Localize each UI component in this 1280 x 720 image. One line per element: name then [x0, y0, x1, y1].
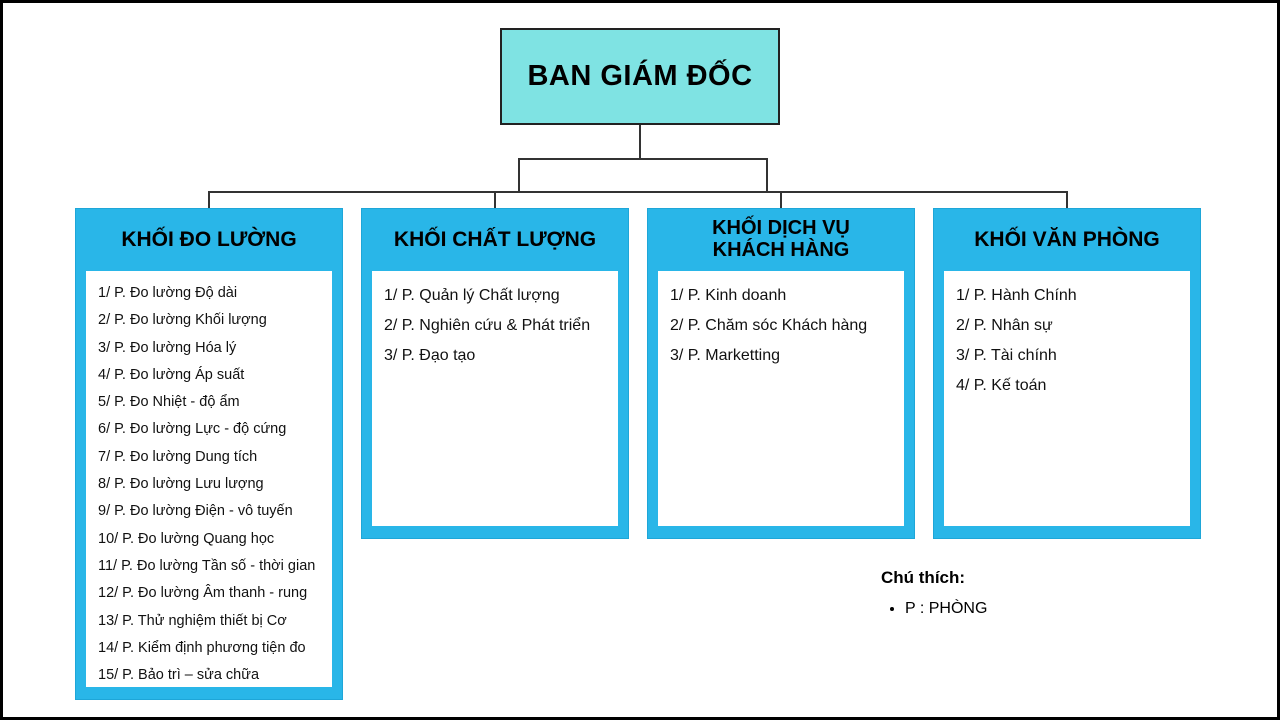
- department-item-list-chat-luong: [372, 271, 618, 526]
- list-item: 14/ P. Kiểm định phương tiện đo: [98, 639, 306, 656]
- connector-drop-dept-1: [494, 191, 496, 209]
- connector-root-vertical: [639, 125, 641, 159]
- connector-horizontal-upper: [518, 158, 768, 160]
- department-title-chat-luong: KHỐI CHẤT LƯỢNG: [393, 227, 597, 251]
- list-item: 3/ P. Marketting: [670, 347, 780, 364]
- list-item: 11/ P. Đo lường Tần số - thời gian: [98, 557, 316, 574]
- connector-left-drop: [518, 158, 520, 192]
- department-title-van-phong: KHỐI VĂN PHÒNG: [974, 227, 1160, 251]
- list-item: 1/ P. Kinh doanh: [670, 287, 787, 304]
- connector-drop-dept-2: [780, 191, 782, 209]
- org-node-root-title: BAN GIÁM ĐỐC: [527, 60, 753, 92]
- connector-drop-dept-3: [1066, 191, 1068, 209]
- legend-entry: • P : PHÒNG: [905, 600, 1201, 618]
- list-item: 13/ P. Thử nghiệm thiết bị Cơ: [98, 612, 287, 629]
- department-title-dich-vu-khach-hang: [648, 209, 914, 271]
- department-title-line-1: KHỐI DỊCH VỤ: [712, 217, 850, 240]
- list-item: 4/ P. Kế toán: [956, 377, 1047, 394]
- list-item: 1/ P. Đo lường Độ dài: [98, 285, 238, 301]
- department-item-list-dich-vu-khach-hang: [658, 271, 904, 526]
- connector-right-drop: [766, 158, 768, 192]
- list-item: 3/ P. Đo lường Hóa lý: [98, 339, 237, 356]
- department-title-line-2: KHÁCH HÀNG: [712, 239, 850, 261]
- list-item: 2/ P. Nhân sự: [956, 317, 1053, 334]
- list-item: 15/ P. Bảo trì – sửa chữa: [98, 667, 260, 684]
- list-item: 3/ P. Đạo tạo: [384, 347, 476, 364]
- connector-horizontal-lower: [208, 191, 1068, 193]
- org-node-department-dich-vu-khach-hang: [647, 208, 915, 539]
- legend-title: Chú thích:: [881, 568, 966, 587]
- department-item-list-do-luong: [86, 271, 332, 687]
- org-node-department-do-luong: [75, 208, 343, 700]
- list-item: 12/ P. Đo lường Âm thanh - rung: [98, 585, 308, 602]
- list-item: 2/ P. Chăm sóc Khách hàng: [670, 317, 868, 334]
- list-item: 5/ P. Đo Nhiệt - độ ẩm: [98, 394, 240, 411]
- list-item: 9/ P. Đo lường Điện - vô tuyến: [98, 503, 293, 520]
- list-item: 1/ P. Hành Chính: [956, 287, 1077, 304]
- list-item: 1/ P. Quản lý Chất lượng: [384, 287, 560, 304]
- list-item: 2/ P. Nghiên cứu & Phát triển: [384, 317, 591, 334]
- list-item: 3/ P. Tài chính: [956, 347, 1057, 364]
- list-item: 8/ P. Đo lường Lưu lượng: [98, 476, 264, 493]
- department-title-do-luong: KHỐI ĐO LƯỜNG: [121, 227, 297, 251]
- org-node-department-chat-luong: [361, 208, 629, 539]
- list-item: 7/ P. Đo lường Dung tích: [98, 448, 258, 465]
- department-item-list-van-phong: [944, 271, 1190, 526]
- org-node-root: [500, 28, 780, 125]
- legend-list: [881, 600, 1201, 618]
- list-item: 2/ P. Đo lường Khối lượng: [98, 312, 267, 329]
- org-node-department-van-phong: [933, 208, 1201, 539]
- connector-drop-dept-0: [208, 191, 210, 209]
- list-item: 4/ P. Đo lường Áp suất: [98, 366, 245, 383]
- legend: [881, 568, 1201, 618]
- list-item: 6/ P. Đo lường Lực - độ cứng: [98, 421, 287, 438]
- list-item: 10/ P. Đo lường Quang học: [98, 530, 275, 547]
